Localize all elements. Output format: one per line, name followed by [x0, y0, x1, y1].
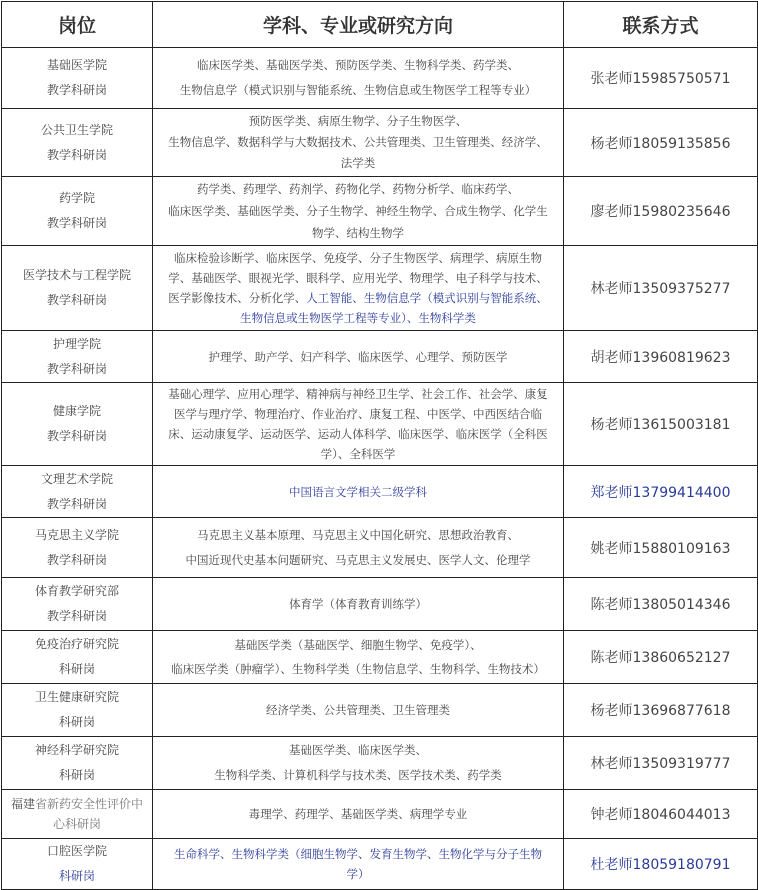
subject-line: 临床医学类、基础医学类、分子生物学、神经生物学、合成生物学、化学生: [168, 204, 548, 218]
table-row: [2, 684, 758, 737]
role-name: 教学科研岗: [46, 552, 107, 567]
role-name: 科研岗: [58, 715, 95, 729]
dept-name: 神经科学研究院: [34, 743, 119, 757]
contact-cell: 杜老师18059180791: [564, 839, 758, 890]
position-cell: [2, 48, 153, 109]
subject-cell: [153, 578, 564, 631]
subject-line: [159, 288, 557, 308]
position-cell: [2, 631, 153, 684]
position-cell: [2, 839, 153, 890]
dept-name: 医学技术与工程学院: [22, 268, 131, 282]
role-name: 教学科研岗: [46, 496, 107, 511]
position-cell: [2, 331, 153, 383]
contact-cell: 廖老师15980235646: [564, 177, 758, 246]
contact-cell: 陈老师13860652127: [564, 631, 758, 684]
subject-line: 毒理学、药理学、基础医学类、病理学专业: [248, 807, 468, 821]
contact-cell: 杨老师18059135856: [564, 109, 758, 177]
table-row: [2, 109, 758, 177]
table-row: [2, 383, 758, 466]
subject-line: 预防医学类、病原生物学、分子生物医学、: [248, 114, 468, 128]
dept-name: 卫生健康研究院: [34, 690, 119, 704]
table-row: [2, 466, 758, 518]
subject-line: 马克思主义基本原理、马克思主义中国化研究、思想政治教育、: [197, 527, 519, 542]
position-cell: [2, 383, 153, 466]
role-name: 教学科研岗: [46, 216, 107, 230]
dept-name: 免疫治疗研究院: [34, 637, 119, 651]
contact-cell: 胡老师13960819623: [564, 331, 758, 383]
subject-cell: [153, 631, 564, 684]
role-name: 教学科研岗: [46, 83, 107, 97]
subject-line: 学、基础医学、眼视光学、眼科学、应用光学、物理学、电子科学与技术、: [168, 271, 548, 285]
table-row: [2, 737, 758, 790]
contact-cell: 杨老师13696877618: [564, 684, 758, 737]
dept-name: 护理学院: [52, 336, 101, 351]
dept-name: 马克思主义学院: [34, 527, 119, 542]
subject-cell: [153, 109, 564, 177]
dept-name-part: 福建: [10, 797, 35, 811]
subject-cell: [153, 466, 564, 518]
subject-line: 临床检验诊断学、临床医学、免疫学、分子生物医学、病理学、病原生物: [174, 251, 542, 265]
subject-line: 基础医学类、临床医学类、: [289, 743, 427, 757]
dept-name: 基础医学院: [46, 58, 107, 72]
subject-line: 物学、结构生物学: [312, 226, 404, 240]
header-contact: 联系方式: [564, 2, 758, 48]
subject-line: 药学类、药理学、药剂学、药物化学、药物分析学、临床药学、: [197, 182, 519, 196]
subject-highlight: 生命科学、生物科学类（细胞生物学、发育生物学、生物化学与分子生物: [174, 847, 542, 861]
subject-highlight: 人工智能、生物信息学（模式识别与智能系统、: [306, 291, 548, 305]
dept-name: 健康学院: [52, 404, 101, 418]
role-name: 科研岗: [58, 662, 95, 676]
subject-line: 中国近现代史基本问题研究、马克思主义发展史、医学人文、伦理学: [185, 552, 531, 567]
contact-cell: 张老师15985750571: [564, 48, 758, 109]
subject-line: 医学与理疗学、物理治疗、作业治疗、康复工程、中医学、中西医结合临: [174, 407, 542, 421]
subject-cell: [153, 48, 564, 109]
dept-name: 药学院: [58, 191, 95, 205]
table-row: [2, 631, 758, 684]
subject-line: 临床医学类、基础医学类、预防医学类、生物科学类、药学类、: [197, 58, 519, 72]
subject-highlight: 生物信息或生物医学工程等专业）、生物科学类: [240, 311, 476, 325]
table-row: [2, 177, 758, 246]
subject-line: 生物信息学（模式识别与智能系统、生物信息或生物医学工程等专业）: [179, 83, 537, 97]
contact-cell: 郑老师13799414400: [564, 466, 758, 518]
subject-highlight: 学）: [346, 867, 370, 881]
table-row: [2, 578, 758, 631]
role-name: 教学科研岗: [46, 293, 107, 307]
subject-line: 生物信息学、数据科学与大数据技术、公共管理类、卫生管理类、经济学、: [168, 135, 548, 149]
subject-cell: [153, 518, 564, 578]
subject-line: 基础医学类（基础医学、细胞生物学、免疫学）、: [234, 638, 482, 652]
subject-cell: [153, 790, 564, 839]
header-row: [2, 2, 758, 48]
position-cell: [2, 177, 153, 246]
role-name: 教学科研岗: [46, 147, 107, 162]
subject-line: 学）、全科医学: [320, 447, 396, 461]
dept-name: 体育教学研究部: [34, 584, 119, 598]
dept-name: 公共卫生学院: [40, 122, 113, 137]
subject-line: 临床医学类（肿瘤学）、生物科学类（生物信息学、生物科学、生物技术）: [171, 662, 545, 676]
subject-line: 生物科学类、计算机科学与技术类、医学技术类、药学类: [214, 768, 502, 782]
subject-cell: [153, 737, 564, 790]
subject-cell: [153, 177, 564, 246]
subject-cell: [153, 839, 564, 890]
header-position: 岗位: [2, 2, 153, 48]
subject-line: 基础心理学、应用心理学、精神病与神经卫生学、社会工作、社会学、康复: [168, 387, 548, 401]
contact-cell: 姚老师15880109163: [564, 518, 758, 578]
dept-name: [4, 794, 150, 814]
contact-cell: 林老师13509375277: [564, 246, 758, 331]
subject-highlight: 中国语言文学相关二级学科: [289, 484, 427, 499]
table-row: [2, 331, 758, 383]
role-name: 科研岗: [58, 768, 95, 782]
subject-line: 护理学、助产学、妇产科学、临床医学、心理学、预防医学: [208, 349, 508, 364]
contact-cell: 陈老师13805014346: [564, 578, 758, 631]
dept-name-part: 省新药安全性评价中: [35, 797, 144, 811]
position-cell: [2, 578, 153, 631]
role-name: 科研岗: [58, 869, 95, 883]
header-subject: 学科、专业或研究方向: [153, 2, 564, 48]
subject-text: 医学影像技术、分析化学、: [168, 291, 307, 305]
table-row: [2, 790, 758, 839]
role-name: 心科研岗: [52, 817, 101, 831]
subject-cell: [153, 684, 564, 737]
subject-line: 体育学（体育教育训练学）: [289, 597, 427, 611]
recruitment-table: [1, 1, 758, 890]
role-name: 教学科研岗: [46, 429, 107, 443]
dept-name: 口腔医学院: [46, 844, 107, 858]
role-name: 教学科研岗: [46, 361, 107, 376]
subject-cell: [153, 383, 564, 466]
subject-cell: [153, 246, 564, 331]
table-row: [2, 518, 758, 578]
position-cell: [2, 790, 153, 839]
contact-cell: 杨老师13615003181: [564, 383, 758, 466]
subject-line: 床、运动康复学、运动医学、运动人体科学、临床医学、临床医学（全科医: [168, 427, 548, 441]
subject-cell: [153, 331, 564, 383]
role-name: 教学科研岗: [46, 609, 107, 623]
position-cell: [2, 737, 153, 790]
position-cell: [2, 684, 153, 737]
subject-line: 法学类: [340, 156, 376, 170]
table-row: [2, 48, 758, 109]
contact-cell: 钟老师18046044013: [564, 790, 758, 839]
position-cell: [2, 466, 153, 518]
contact-cell: 林老师13509319777: [564, 737, 758, 790]
position-cell: [2, 246, 153, 331]
table-row: [2, 246, 758, 331]
position-cell: [2, 109, 153, 177]
position-cell: [2, 518, 153, 578]
table-row: [2, 839, 758, 890]
dept-name: 文理艺术学院: [40, 471, 113, 486]
subject-line: 经济学类、公共管理类、卫生管理类: [266, 703, 450, 717]
